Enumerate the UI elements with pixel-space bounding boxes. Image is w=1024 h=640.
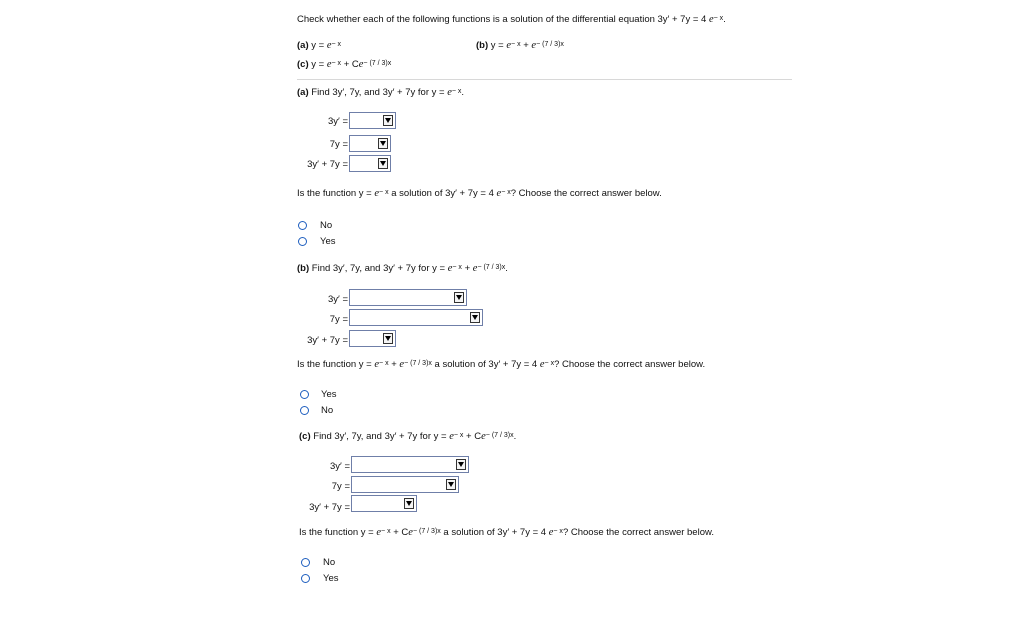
function-a xyxy=(297,40,341,51)
part-a-row-label-1: 3y′ = xyxy=(327,116,348,127)
part-c-radio-yes[interactable] xyxy=(301,574,310,583)
part-c-option-no[interactable]: No xyxy=(323,557,336,568)
function-c xyxy=(297,59,391,70)
question-text: ? Choose the correct answer below. xyxy=(562,527,714,538)
part-c-heading-text: Find 3y′, 7y, and 3y′ + 7y for y = xyxy=(313,431,450,442)
function-a-text: y = xyxy=(311,40,327,51)
e-symbol: e xyxy=(326,40,332,51)
exponent: − x xyxy=(451,88,462,95)
part-a-row-label-3: 3y′ + 7y = xyxy=(307,159,348,170)
part-c-row-label-1: 3y′ = xyxy=(329,461,350,472)
plus-c: + C xyxy=(390,527,409,538)
part-a-radio-no[interactable] xyxy=(298,221,307,230)
part-a-option-no[interactable]: No xyxy=(320,220,333,231)
part-c-label: (c) xyxy=(299,431,311,442)
dropdown-arrow-icon xyxy=(456,459,466,470)
plus-c: + C xyxy=(463,431,482,442)
exponent: − x xyxy=(713,15,724,22)
part-b-radio-no[interactable] xyxy=(300,406,309,415)
plus: + xyxy=(388,359,400,370)
function-b xyxy=(476,40,564,51)
exponent: − x xyxy=(381,528,391,535)
part-b-option-yes[interactable]: Yes xyxy=(321,389,337,400)
question-text: a solution of 3y′ + 7y = 4 xyxy=(388,188,494,199)
e-symbol: e xyxy=(539,359,545,370)
exponent: − (7 / 3)x xyxy=(412,528,441,535)
divider xyxy=(297,79,792,80)
exponent: − x xyxy=(331,41,342,48)
dropdown-arrow-icon xyxy=(446,479,456,490)
part-b-heading-text: Find 3y′, 7y, and 3y′ + 7y for y = xyxy=(311,263,448,274)
e-symbol: e xyxy=(506,40,512,51)
part-b-3y-prime-dropdown[interactable] xyxy=(349,289,467,306)
plus-c: + C xyxy=(341,59,359,70)
part-a-row-label-2: 7y = xyxy=(329,139,348,150)
question-text: a solution of 3y′ + 7y = 4 xyxy=(440,527,547,538)
part-c-option-yes[interactable]: Yes xyxy=(323,573,339,584)
part-a-heading: (a) Find 3y′, 7y, and 3y′ + 7y for $y = e^{- x}$. xyxy=(297,87,465,98)
question-text: a solution of 3y′ + 7y = 4 xyxy=(431,359,538,370)
part-b-row-label-1: 3y′ = xyxy=(327,294,348,305)
e-symbol: e xyxy=(358,59,364,70)
exponent: − (7 / 3)x xyxy=(404,360,432,367)
statement-text: Check whether each of the following functions is a solution of the differential equation 3y′ + 7y = 4 xyxy=(297,14,707,25)
dropdown-arrow-icon xyxy=(404,498,414,509)
e-symbol: e xyxy=(708,14,714,25)
part-b-option-no[interactable]: No xyxy=(321,405,334,416)
plus: + xyxy=(520,40,532,51)
problem-statement: Check whether each of the following functions is a solution of the differential equation 3y′ + 7y = 4 $e^{- x}$. xyxy=(297,14,726,25)
dropdown-arrow-icon xyxy=(378,138,388,149)
e-symbol: e xyxy=(531,40,537,51)
part-c-row-label-2: 7y = xyxy=(331,481,350,492)
part-b-sum-dropdown[interactable] xyxy=(349,330,396,347)
dropdown-arrow-icon xyxy=(383,333,393,344)
part-b-question xyxy=(297,359,705,370)
exponent: − (7 / 3)x xyxy=(536,41,564,48)
part-c-row-label-3: 3y′ + 7y = xyxy=(309,502,350,513)
e-symbol: e xyxy=(447,87,452,98)
part-b-row-label-2: 7y = xyxy=(329,314,348,325)
question-text: Is the function y = xyxy=(299,527,377,538)
e-symbol: e xyxy=(447,263,453,274)
exponent: − x xyxy=(511,41,521,48)
exponent: − x xyxy=(553,528,563,535)
e-symbol: e xyxy=(376,527,382,538)
part-a-heading-text: Find 3y′, 7y, and 3y′ + 7y for y = xyxy=(311,87,448,98)
dropdown-arrow-icon xyxy=(470,312,480,323)
part-a-7y-dropdown[interactable] xyxy=(349,135,391,152)
part-a-option-yes[interactable]: Yes xyxy=(320,236,336,247)
dropdown-arrow-icon xyxy=(454,292,464,303)
part-c-radio-no[interactable] xyxy=(301,558,310,567)
exponent: − x xyxy=(379,189,389,196)
exponent: − (7 / 3)x xyxy=(477,264,506,271)
part-a-label: (a) xyxy=(297,87,309,98)
part-a-question xyxy=(297,188,662,199)
dropdown-arrow-icon xyxy=(383,115,393,126)
function-a-label: (a) xyxy=(297,40,309,51)
exponent: − (7 / 3)x xyxy=(485,432,514,439)
exponent: − (7 / 3)x xyxy=(363,60,392,67)
function-b-text: y = xyxy=(490,40,507,51)
part-b-7y-dropdown[interactable] xyxy=(349,309,483,326)
exponent: − x xyxy=(544,360,555,367)
function-c-text: y = xyxy=(311,59,327,70)
e-symbol: e xyxy=(472,263,478,274)
e-symbol: e xyxy=(374,359,380,370)
exponent: − x xyxy=(331,60,342,67)
exponent: − x xyxy=(379,360,389,367)
e-symbol: e xyxy=(399,359,405,370)
e-symbol: e xyxy=(548,527,554,538)
part-b-label: (b) xyxy=(297,263,310,274)
dropdown-arrow-icon xyxy=(378,158,388,169)
function-c-label: (c) xyxy=(297,59,309,70)
e-symbol: e xyxy=(326,59,332,70)
part-c-7y-dropdown[interactable] xyxy=(351,476,459,493)
question-text: ? Choose the correct answer below. xyxy=(510,188,662,199)
function-b-label: (b) xyxy=(476,40,489,51)
part-a-radio-yes[interactable] xyxy=(298,237,307,246)
e-symbol: e xyxy=(408,527,413,538)
exponent: − x xyxy=(453,432,464,439)
part-b-radio-yes[interactable] xyxy=(300,390,309,399)
part-b-heading: (b) Find 3y′, 7y, and 3y′ + 7y for $y = e^{- x} + e^{- (7 / 3)x}$. xyxy=(297,263,508,274)
part-b-row-label-3: 3y′ + 7y = xyxy=(307,335,348,346)
question-text: Is the function y = xyxy=(297,359,375,370)
exponent: − x xyxy=(452,264,462,271)
plus: + xyxy=(461,263,473,274)
e-symbol: e xyxy=(374,188,380,199)
exponent: − x xyxy=(501,189,511,196)
part-c-question xyxy=(299,527,714,538)
question-text: Is the function y = xyxy=(297,188,375,199)
e-symbol: e xyxy=(449,431,454,442)
e-symbol: e xyxy=(496,188,502,199)
question-text: ? Choose the correct answer below. xyxy=(554,359,706,370)
part-a-3y-prime-dropdown[interactable] xyxy=(349,112,396,129)
part-a-sum-dropdown[interactable] xyxy=(349,155,391,172)
part-c-sum-dropdown[interactable] xyxy=(351,495,417,512)
part-c-3y-prime-dropdown[interactable] xyxy=(351,456,469,473)
e-symbol: e xyxy=(481,431,486,442)
part-c-heading: (c) Find 3y′, 7y, and 3y′ + 7y for $y = e^{- x} + Ce^{- (7 / 3)x}$. xyxy=(299,431,517,442)
